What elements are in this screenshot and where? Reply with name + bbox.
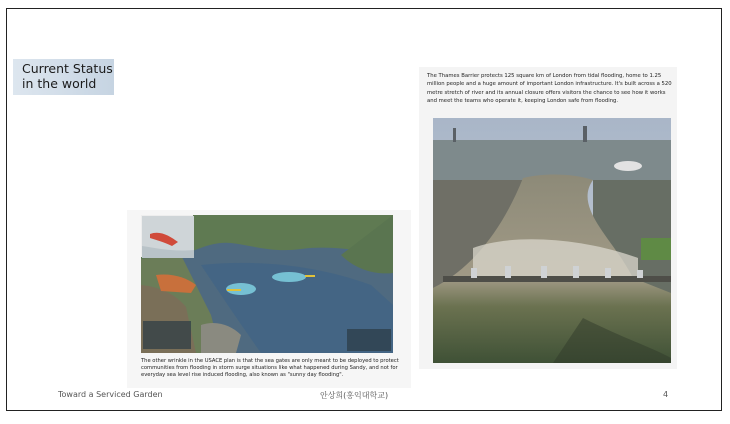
- page-number: 4: [663, 390, 669, 399]
- usace-caption: The other wrinkle in the USACE plan is that the sea gates are only meant to be deployed to protect communities from flooding in storm surge situations like what happened during Sandy, and not for everyday sea level rise induced flooding, also known as "sunny day flooding".: [141, 358, 399, 378]
- current-status-label: Current Status in the world: [13, 59, 114, 95]
- usace-figure: [127, 210, 411, 388]
- thames-barrier-description: The Thames Barrier protects 125 square km of London from tidal flooding, home to 1.25 million people and a huge amount of important London infrastructure. It's built across a 520 metre stretch of river and its annual closure offers visitors the chance to see how it works and meet the teams who operate it, keeping London safe from flooding.: [427, 73, 672, 105]
- footer-author: 안상희(홍익대학교): [320, 391, 389, 400]
- usace-map-image: [141, 215, 393, 353]
- slide: [6, 8, 722, 411]
- thames-barrier-figure: [419, 67, 677, 369]
- thames-barrier-photo: [433, 118, 671, 363]
- locator-inset-map: [141, 215, 193, 257]
- footer-title: Toward a Serviced Garden: [58, 390, 163, 399]
